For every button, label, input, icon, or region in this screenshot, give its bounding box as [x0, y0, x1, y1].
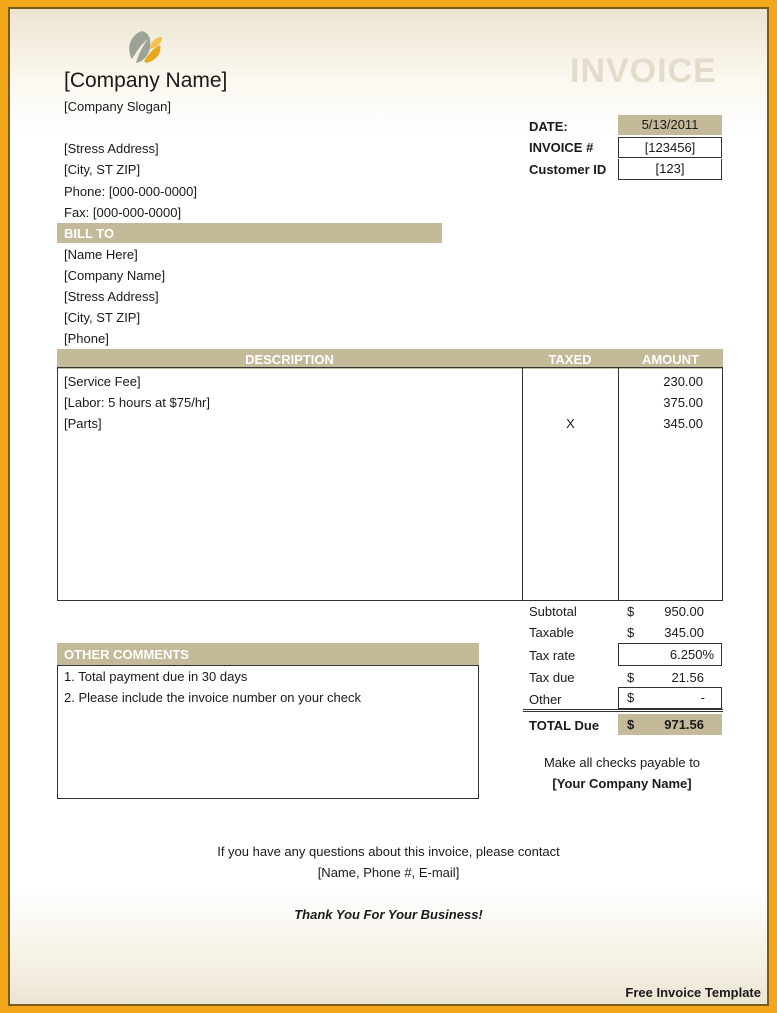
- total-due-currency: $: [627, 717, 635, 732]
- other-value: -: [700, 690, 705, 705]
- bill-to-phone: [Phone]: [64, 331, 109, 346]
- total-due-field: [618, 714, 722, 735]
- from-phone: Phone: [000-000-0000]: [64, 184, 197, 199]
- bill-to-city: [City, ST ZIP]: [64, 310, 141, 325]
- item-description[interactable]: [Service Fee]: [64, 374, 141, 389]
- taxable-value: 345.00: [664, 625, 704, 640]
- template-credit: Free Invoice Template: [625, 985, 761, 1000]
- total-due-value: 971.56: [664, 717, 704, 732]
- invoice-title: INVOICE: [570, 52, 717, 90]
- tax-due-value: 21.56: [671, 670, 704, 685]
- item-amount[interactable]: 230.00: [663, 374, 703, 389]
- bill-to-company: [Company Name]: [64, 268, 166, 283]
- items-header: [57, 349, 723, 369]
- tax-due-label: Tax due: [529, 670, 575, 685]
- tax-rate-field[interactable]: 6.250%: [618, 643, 722, 666]
- item-amount[interactable]: 345.00: [663, 416, 703, 431]
- taxable-currency: $: [627, 625, 635, 640]
- payable-company: [Your Company Name]: [552, 776, 692, 791]
- invoice-number-field[interactable]: [123456]: [618, 137, 722, 158]
- payable-line: Make all checks payable to: [543, 755, 701, 770]
- tax-due-currency: $: [627, 670, 635, 685]
- leaf-logo-icon: [122, 25, 166, 69]
- taxed-header: TAXED: [548, 352, 592, 367]
- from-city: [City, ST ZIP]: [64, 162, 141, 177]
- other-currency: $: [627, 690, 635, 705]
- comment-line: 2. Please include the invoice number on your check: [64, 690, 362, 705]
- date-value[interactable]: 5/13/2011: [618, 115, 722, 135]
- invoice-page: [10, 9, 767, 1004]
- other-comments-heading: OTHER COMMENTS: [57, 643, 479, 665]
- from-fax: Fax: [000-000-0000]: [64, 205, 182, 220]
- company-slogan: [Company Slogan]: [64, 99, 171, 114]
- from-address: [Stress Address]: [64, 141, 159, 156]
- total-rule: [523, 709, 723, 712]
- column-divider: [522, 368, 523, 600]
- thank-you-message: Thank You For Your Business!: [294, 907, 483, 922]
- taxable-label: Taxable: [529, 625, 574, 640]
- invoice-number-label: INVOICE #: [529, 140, 594, 155]
- subtotal-currency: $: [627, 604, 635, 619]
- outer-frame: [8, 7, 769, 1006]
- subtotal-label: Subtotal: [529, 604, 577, 619]
- items-table: [57, 367, 723, 601]
- total-due-label: TOTAL Due: [529, 718, 600, 733]
- description-header: DESCRIPTION: [245, 352, 334, 367]
- item-taxed[interactable]: X: [566, 416, 575, 431]
- tax-rate-label: Tax rate: [529, 648, 576, 663]
- company-name: [Company Name]: [64, 69, 228, 92]
- item-description[interactable]: [Parts]: [64, 416, 102, 431]
- bill-to-address: [Stress Address]: [64, 289, 159, 304]
- comment-line: 1. Total payment due in 30 days: [64, 669, 248, 684]
- bill-to-name: [Name Here]: [64, 247, 138, 262]
- contact-line: If you have any questions about this invoice, please contact: [217, 844, 560, 859]
- date-label: DATE:: [529, 119, 568, 134]
- customer-id-label: Customer ID: [529, 162, 607, 177]
- item-amount[interactable]: 375.00: [663, 395, 703, 410]
- other-label: Other: [529, 692, 562, 707]
- contact-details: [Name, Phone #, E-mail]: [317, 865, 460, 880]
- item-description[interactable]: [Labor: 5 hours at $75/hr]: [64, 395, 210, 410]
- other-field[interactable]: [618, 687, 722, 709]
- bill-to-heading: BILL TO: [57, 223, 442, 243]
- customer-id-field[interactable]: [123]: [618, 159, 722, 180]
- amount-header: AMOUNT: [641, 352, 700, 367]
- subtotal-value: 950.00: [664, 604, 704, 619]
- comments-box[interactable]: [57, 665, 479, 799]
